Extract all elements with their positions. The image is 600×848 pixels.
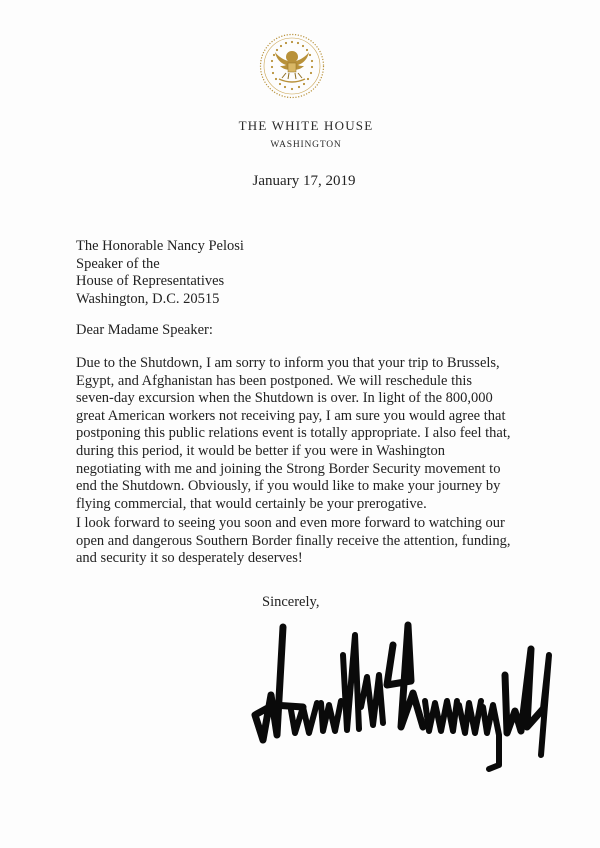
recipient-line: Washington, D.C. 20515 (76, 290, 220, 307)
body-line: negotiating with me and joining the Strong Border Security movement to (76, 460, 501, 477)
salutation: Dear Madame Speaker: (76, 322, 213, 338)
body-line: Due to the Shutdown, I am sorry to inform you that your trip to Brussels, (76, 355, 500, 371)
body-line: during this period, it would be better if you were in Washington (76, 442, 446, 459)
letterhead-subtitle: WASHINGTON (270, 140, 342, 150)
letter-date: January 17, 2019 (252, 173, 356, 189)
body-line: and security it so desperately deserves! (76, 550, 303, 567)
body-paragraph (76, 355, 546, 513)
recipient-line: Speaker of the (76, 255, 160, 272)
recipient-address (76, 238, 244, 308)
recipient-line: The Honorable Nancy Pelosi (76, 238, 244, 254)
body-line: postponing this public relations event is totally appropriate. I also feel that, (76, 425, 511, 442)
recipient-line: House of Representatives (76, 273, 225, 289)
body-line: end the Shutdown. Obviously, if you would like to make your journey by (76, 478, 501, 495)
handwritten-signature-icon (243, 615, 563, 775)
body-line: open and dangerous Southern Border finally receive the attention, funding, (76, 532, 511, 549)
body-line: seven-day excursion when the Shutdown is over. In light of the 800,000 (76, 390, 493, 407)
body-line: flying commercial, that would certainly be your prerogative. (76, 495, 427, 512)
body-line: great American workers not receiving pay, I am sure you would agree that (76, 407, 506, 424)
body-line: Egypt, and Afghanistan has been postponed. We will reschedule this (76, 372, 473, 389)
body-line: I look forward to seeing you soon and even more forward to watching our (76, 515, 505, 531)
closing: Sincerely, (262, 594, 320, 610)
letterhead-title: THE WHITE HOUSE (238, 118, 374, 133)
presidential-seal-icon (259, 33, 325, 99)
body-paragraph (76, 515, 546, 568)
